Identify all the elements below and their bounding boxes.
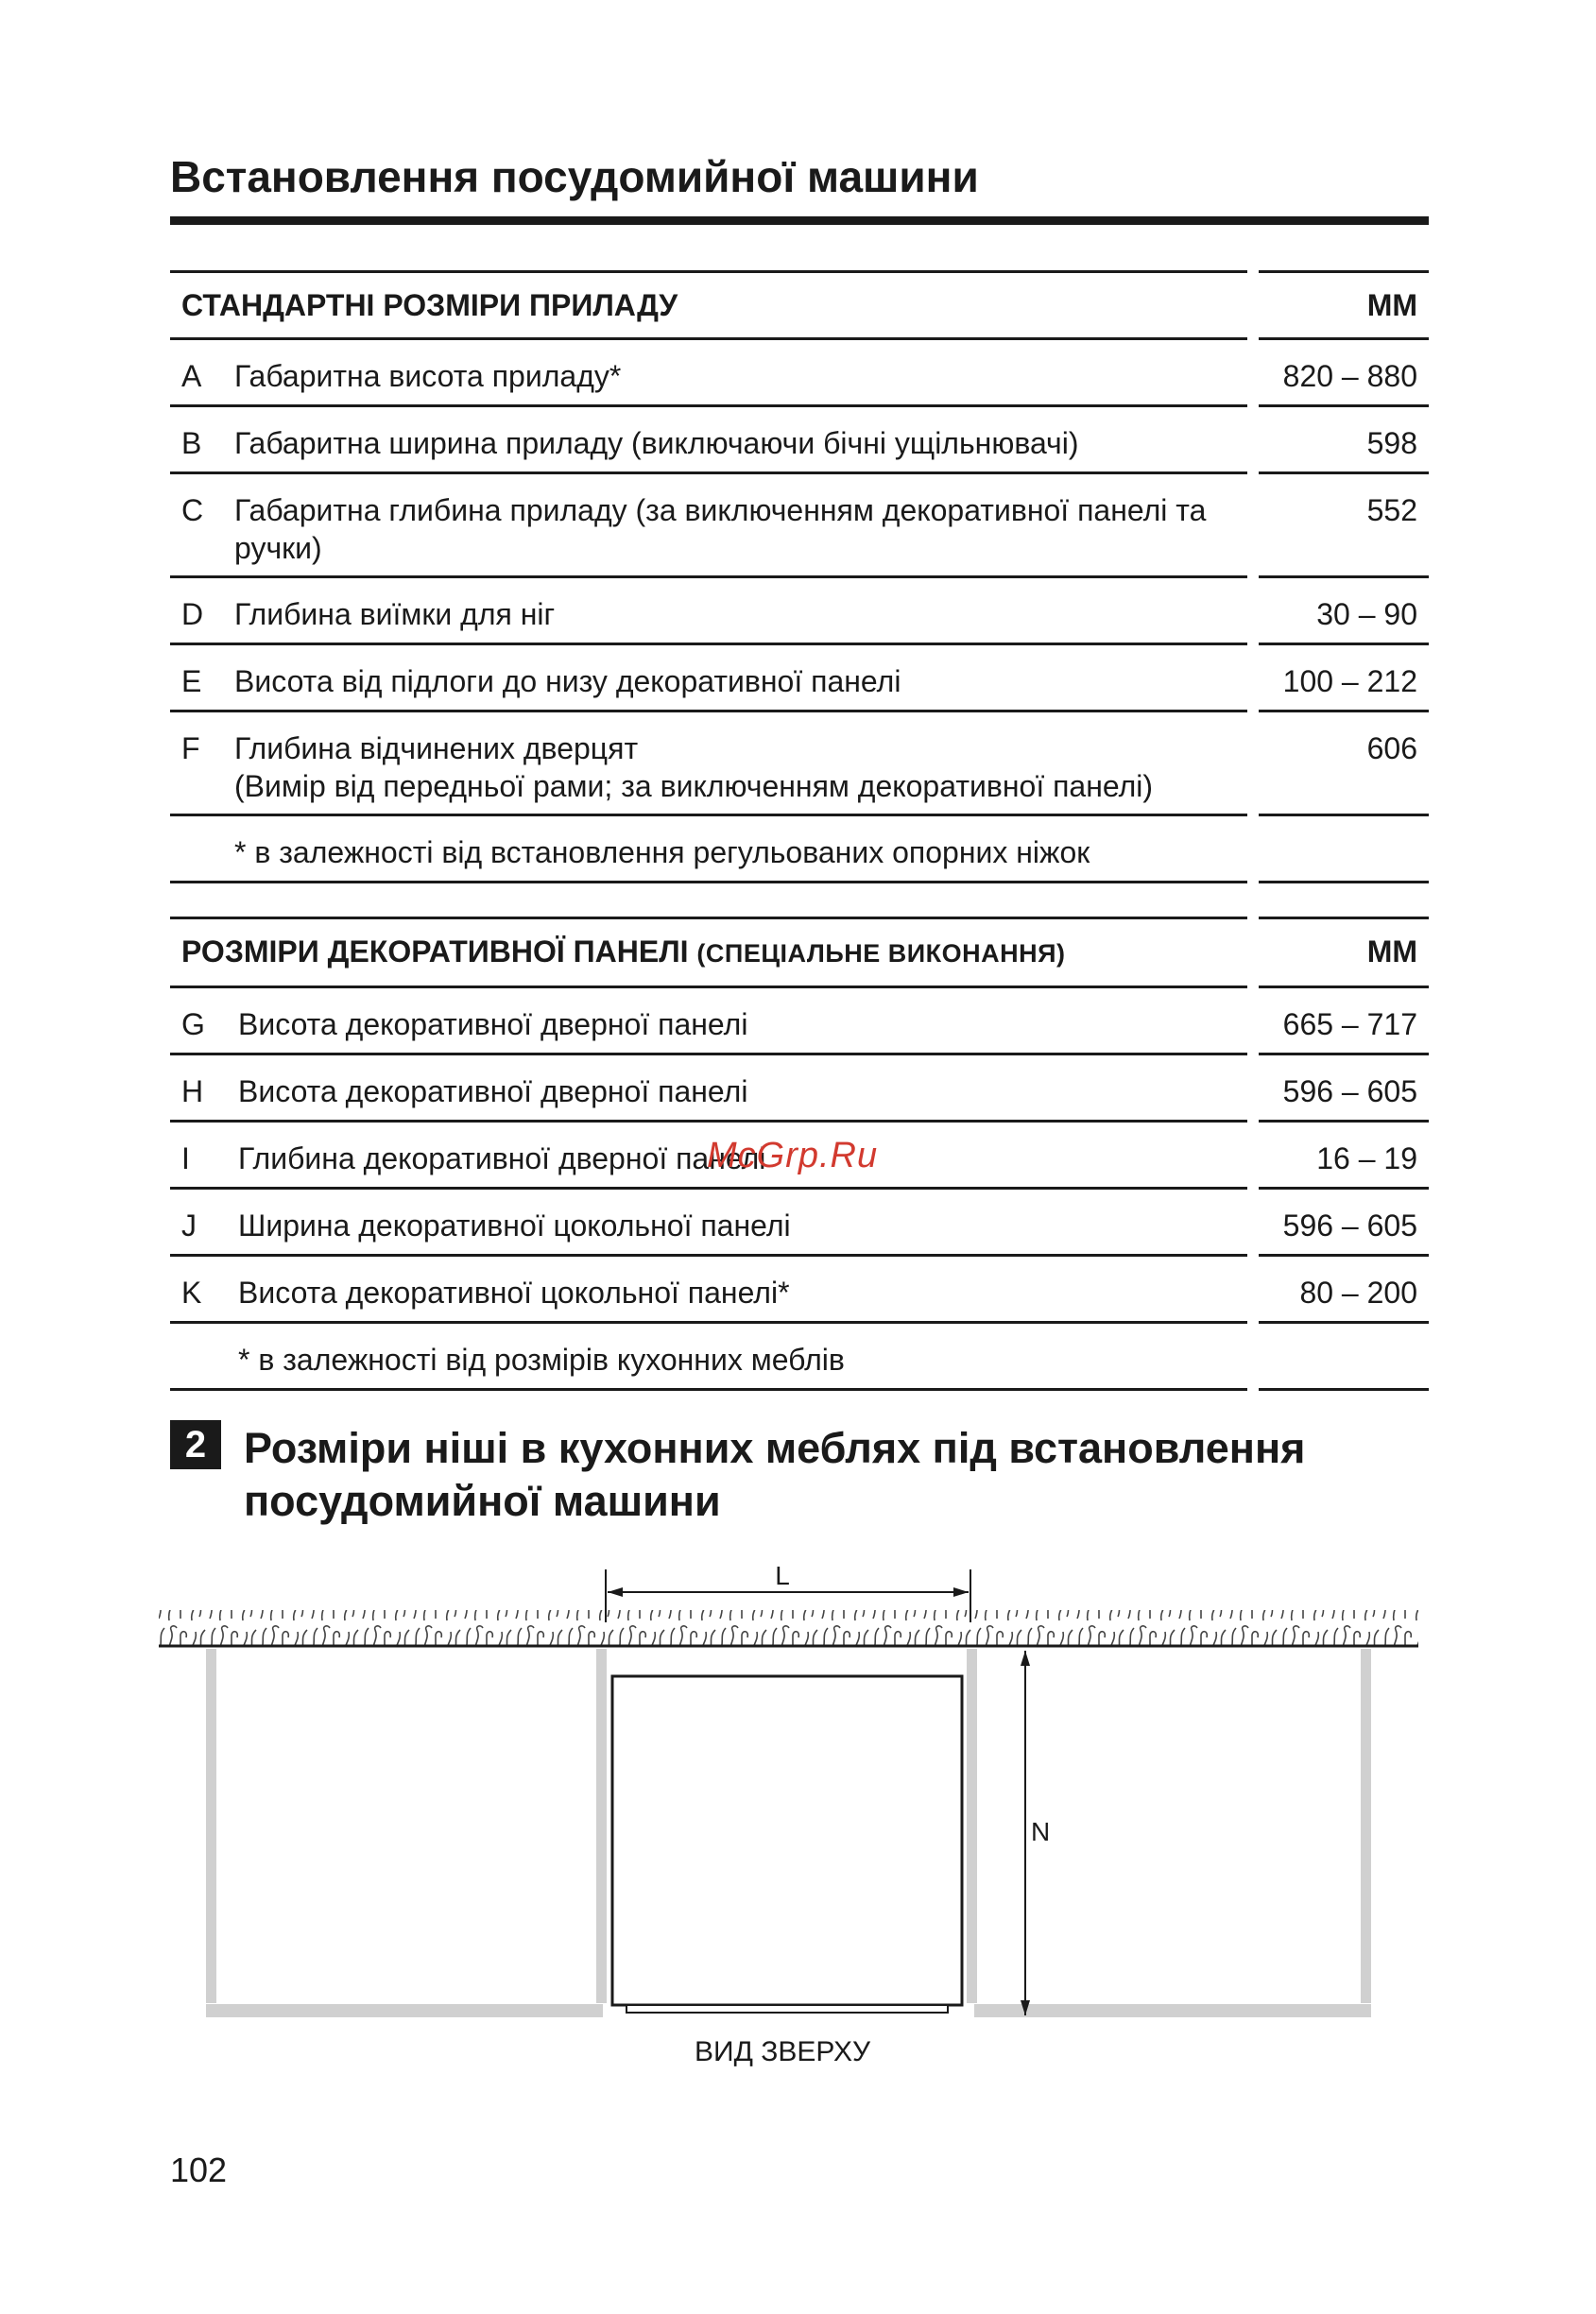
row-value: 598 bbox=[1366, 426, 1417, 460]
row-letter: J bbox=[181, 1208, 197, 1243]
table-header-label: РОЗМІРИ ДЕКОРАТИВНОЇ ПАНЕЛІ bbox=[181, 934, 689, 968]
table-footnote: * в залежності від розмірів кухонних меблів bbox=[238, 1343, 845, 1377]
row-value: 665 – 717 bbox=[1282, 1007, 1417, 1041]
row-letter: C bbox=[181, 493, 204, 527]
row-description: Ширина декоративної цокольної панелі bbox=[238, 1208, 791, 1243]
table-row bbox=[170, 712, 1429, 816]
niche-dimensions-diagram bbox=[156, 1554, 1422, 2031]
row-letter: H bbox=[181, 1074, 204, 1108]
table-row bbox=[170, 645, 1429, 712]
row-description: Висота від підлоги до низу декоративної панелі bbox=[234, 664, 901, 698]
arrow-up-icon bbox=[1021, 1651, 1030, 1666]
row-value: 552 bbox=[1366, 493, 1417, 527]
row-value: 16 – 19 bbox=[1316, 1141, 1417, 1175]
right-niche-wall bbox=[967, 1649, 977, 2003]
table-header-unit: ММ bbox=[1366, 288, 1417, 322]
right-cabinet-wall bbox=[1361, 1649, 1371, 2003]
table-header-sublabel: (СПЕЦІАЛЬНЕ ВИКОНАННЯ) bbox=[696, 939, 1066, 968]
left-cabinet-wall bbox=[206, 1649, 216, 2003]
row-letter: G bbox=[181, 1007, 205, 1041]
row-description: Габаритна глибина приладу (за виключенням декоративної панелі та ручки) bbox=[234, 493, 1207, 565]
dishwasher-outline bbox=[612, 1676, 962, 2005]
row-letter: I bbox=[181, 1141, 190, 1175]
worktop-texture bbox=[159, 1610, 1418, 1645]
diagram-caption: ВИД ЗВЕРХУ bbox=[695, 2036, 871, 2067]
section-title: Розміри ніші в кухонних меблях під встановлення посудомийної машини bbox=[244, 1424, 1306, 1525]
row-value: 80 – 200 bbox=[1299, 1276, 1417, 1310]
table-row bbox=[170, 1190, 1429, 1257]
left-niche-wall bbox=[596, 1649, 607, 2003]
row-description: Габаритна ширина приладу (виключаючи бічні ущільнювачі) bbox=[234, 426, 1079, 460]
table-header-unit: ММ bbox=[1366, 934, 1417, 968]
table-header bbox=[170, 270, 1429, 340]
row-description: Висота декоративної цокольної панелі* bbox=[238, 1276, 790, 1310]
row-value: 820 – 880 bbox=[1282, 359, 1417, 393]
label-l: L bbox=[775, 1561, 790, 1590]
row-value: 30 – 90 bbox=[1316, 597, 1417, 631]
row-letter: A bbox=[181, 359, 202, 393]
table-row bbox=[170, 340, 1429, 407]
table-row bbox=[170, 578, 1429, 645]
watermark: McGrp.Ru bbox=[707, 1136, 879, 1175]
left-cabinet-front bbox=[206, 2004, 603, 2017]
row-letter: E bbox=[181, 664, 202, 698]
row-description: Габаритна висота приладу* bbox=[234, 359, 622, 393]
label-n: N bbox=[1031, 1817, 1051, 1846]
table-row bbox=[170, 474, 1429, 578]
table-header bbox=[170, 917, 1429, 988]
arrow-right-icon bbox=[953, 1587, 969, 1597]
row-description-line1: Глибина відчинених дверцят bbox=[234, 731, 639, 765]
section-number-badge: 2 bbox=[170, 1420, 221, 1469]
standard-dimensions-table bbox=[170, 270, 1429, 883]
right-cabinet-front bbox=[974, 2004, 1371, 2017]
row-letter: B bbox=[181, 426, 202, 460]
row-value: 596 – 605 bbox=[1282, 1208, 1417, 1243]
row-description: Глибина виїмки для ніг bbox=[234, 597, 556, 631]
row-description-line2: (Вимір від передньої рами; за виключенням декоративної панелі) bbox=[234, 769, 1154, 803]
row-letter: D bbox=[181, 597, 204, 631]
table-row bbox=[170, 407, 1429, 474]
row-description: Висота декоративної дверної панелі bbox=[238, 1074, 748, 1108]
row-description: Глибина декоративної дверної панелі bbox=[238, 1141, 766, 1175]
page-number: 102 bbox=[170, 2151, 228, 2189]
table-row bbox=[170, 988, 1429, 1055]
row-letter: K bbox=[181, 1276, 202, 1310]
arrow-left-icon bbox=[608, 1587, 623, 1597]
table-footnote: * в залежності від встановлення регульованих опорних ніжок bbox=[234, 835, 1090, 869]
dishwasher-handle bbox=[626, 2005, 948, 2013]
page-title: Встановлення посудомийної машини bbox=[170, 152, 979, 201]
table-row bbox=[170, 1055, 1429, 1123]
row-letter: F bbox=[181, 731, 200, 765]
row-value: 100 – 212 bbox=[1282, 664, 1417, 698]
row-value: 606 bbox=[1366, 731, 1417, 765]
row-description: Висота декоративної дверної панелі bbox=[238, 1007, 748, 1041]
row-value: 596 – 605 bbox=[1282, 1074, 1417, 1108]
table-header-label: СТАНДАРТНІ РОЗМІРИ ПРИЛАДУ bbox=[181, 288, 678, 322]
title-rule bbox=[170, 216, 1429, 225]
table-row bbox=[170, 1257, 1429, 1324]
table-note-row bbox=[170, 1324, 1429, 1391]
table-note-row bbox=[170, 816, 1429, 883]
